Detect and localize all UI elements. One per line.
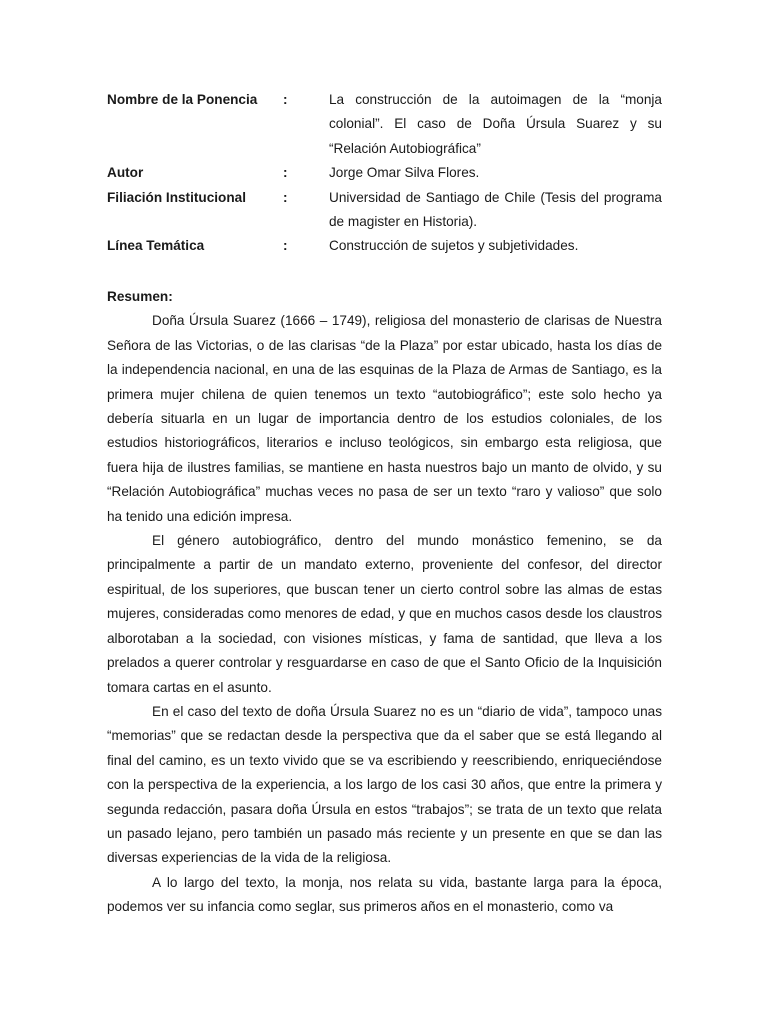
metadata-row-theme: [107, 234, 662, 258]
metadata-label: Filiación Institucional: [107, 189, 246, 205]
abstract-paragraph: A lo largo del texto, la monja, nos relata su vida, bastante larga para la época, podemos ver su infancia como seglar, sus primeros años en el monasterio, como va: [107, 874, 662, 915]
metadata-label: Línea Temática: [107, 238, 205, 254]
metadata-label: Autor: [107, 165, 144, 181]
metadata-row-title: [107, 88, 662, 161]
metadata-colon: :: [283, 189, 288, 205]
metadata-colon: :: [283, 92, 288, 107]
metadata-value: Universidad de Santiago de Chile (Tesis del programa de magister en Historia).: [329, 189, 662, 230]
metadata-label: Nombre de la Ponencia: [107, 92, 258, 107]
abstract-section: [107, 285, 662, 920]
metadata-colon: :: [283, 165, 288, 181]
abstract-paragraph: El género autobiográfico, dentro del mundo monástico femenino, se da principalmente a partir de un mandato externo, proveniente del confesor, del director espiritual, de los superiores, que buscan tener un cierto control sobre las almas de estas mujeres, consideradas como menores de edad, y que en muchos casos desde los claustros alborotaban a la sociedad, con visiones místicas, y fama de santidad, que lleva a los prelados a querer controlar y resguardarse en caso de que el Santo Oficio de la Inquisición tomara cartas en el asunto.: [107, 533, 662, 695]
metadata-colon: :: [283, 238, 288, 254]
abstract-paragraph: Doña Úrsula Suarez (1666 – 1749), religiosa del monasterio de clarisas de Nuestra Señora de las Victorias, o de las clarisas “de la Plaza” por estar ubicado, hasta los días de la independencia nacional, en una de las esquinas de la Plaza de Armas de Santiago, es la primera mujer chilena de quien tenemos un texto “autobiográfico”; este solo hecho ya debería situarla en un lugar de importancia dentro de los estudios coloniales, de los estudios historiográficos, literarios e incluso teológicos, sin embargo esta religiosa, que fuera hija de ilustres familias, se mantiene en hasta nuestros bajo un manto de olvido, y su “Relación Autobiográfica” muchas veces no pasa de ser un texto “raro y valioso” que solo ha tenido una edición impresa.: [107, 313, 662, 524]
metadata-row-affiliation: [107, 186, 662, 235]
metadata-value: Jorge Omar Silva Flores.: [329, 165, 480, 181]
abstract-paragraph: En el caso del texto de doña Úrsula Suarez no es un “diario de vida”, tampoco unas “memorias” que se redactan desde la perspectiva que da el saber que se está llegando al final del camino, es un texto vivido que se va escribiendo y reescribiendo, enriqueciéndose con la perspectiva de la experiencia, a los largo de los casi 30 años, que entre la primera y segunda redacción, pasara doña Úrsula en estos “trabajos”; se trata de un texto que relata un pasado lejano, pero también un pasado más reciente y un presente en que se dan las diversas experiencias de la vida de la religiosa.: [107, 703, 662, 866]
metadata-row-author: [107, 161, 662, 185]
metadata-value: Construcción de sujetos y subjetividades.: [329, 238, 579, 254]
abstract-heading: Resumen:: [107, 289, 173, 304]
metadata-value: La construcción de la autoimagen de la “monja colonial”. El caso de Doña Úrsula Suarez y su “Relación Autobiográfica”: [329, 92, 662, 156]
header-metadata: [107, 88, 662, 259]
